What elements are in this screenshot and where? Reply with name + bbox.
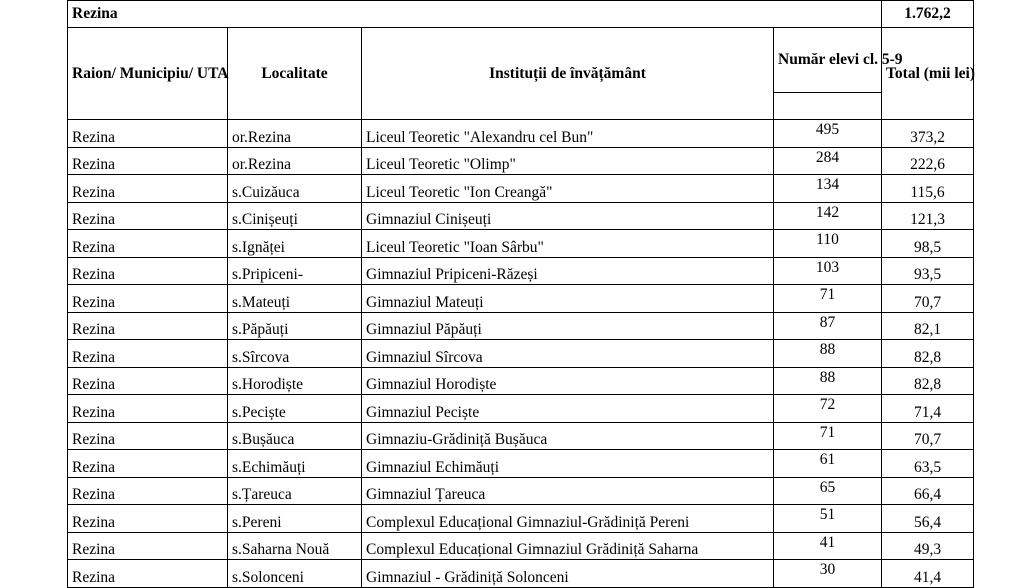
cell-elevi: 65 xyxy=(774,477,882,505)
cell-localitate: or.Rezina xyxy=(228,120,362,148)
cell-institutie: Gimnaziul Sîrcova xyxy=(362,340,774,368)
cell-raion: Rezina xyxy=(68,477,228,505)
cell-total: 373,2 xyxy=(882,120,974,148)
cell-raion: Rezina xyxy=(68,312,228,340)
cell-institutie: Gimnaziul Păpăuți xyxy=(362,312,774,340)
cell-elevi: 51 xyxy=(774,505,882,533)
table-row xyxy=(68,312,974,340)
table-row xyxy=(68,120,974,148)
cell-institutie: Gimnaziu-Grădiniță Bușăuca xyxy=(362,422,774,450)
cell-raion: Rezina xyxy=(68,422,228,450)
table-row xyxy=(68,477,974,505)
cell-localitate: s.Sîrcova xyxy=(228,340,362,368)
table-row xyxy=(68,505,974,533)
table-row xyxy=(68,367,974,395)
cell-elevi: 110 xyxy=(774,230,882,258)
cell-institutie: Gimnaziul Horodiște xyxy=(362,367,774,395)
cell-localitate: s.Bușăuca xyxy=(228,422,362,450)
cell-raion: Rezina xyxy=(68,395,228,423)
cell-total: 82,8 xyxy=(882,340,974,368)
table-row xyxy=(68,340,974,368)
cell-elevi: 142 xyxy=(774,202,882,230)
cell-institutie: Liceul Teoretic "Alexandru cel Bun" xyxy=(362,120,774,148)
cell-total: 56,4 xyxy=(882,505,974,533)
table-row xyxy=(68,422,974,450)
district-name: Rezina xyxy=(68,1,882,28)
cell-elevi: 88 xyxy=(774,340,882,368)
table-row xyxy=(68,532,974,560)
cell-elevi: 30 xyxy=(774,560,882,588)
cell-institutie: Gimnaziul Echimăuți xyxy=(362,450,774,478)
cell-total: 115,6 xyxy=(882,175,974,203)
cell-institutie: Liceul Teoretic "Ion Creangă" xyxy=(362,175,774,203)
cell-institutie: Gimnaziul Pripiceni-Răzeși xyxy=(362,257,774,285)
cell-elevi: 134 xyxy=(774,175,882,203)
cell-localitate: s.Horodiște xyxy=(228,367,362,395)
table-row xyxy=(68,285,974,313)
cell-institutie: Gimnaziul Cinișeuți xyxy=(362,202,774,230)
header-raion: Raion/ Municipiu/ UTA xyxy=(68,28,228,120)
cell-institutie: Gimnaziul - Grădiniță Solonceni xyxy=(362,560,774,588)
cell-total: 63,5 xyxy=(882,450,974,478)
table-row xyxy=(68,230,974,258)
cell-total: 82,1 xyxy=(882,312,974,340)
cell-localitate: s.Ignăței xyxy=(228,230,362,258)
cell-raion: Rezina xyxy=(68,120,228,148)
cell-localitate: or.Rezina xyxy=(228,147,362,175)
header-total: Total (mii lei) xyxy=(882,28,974,120)
cell-localitate: s.Echimăuți xyxy=(228,450,362,478)
cell-institutie: Complexul Educațional Gimnaziul-Grădiniță Pereni xyxy=(362,505,774,533)
cell-raion: Rezina xyxy=(68,340,228,368)
cell-raion: Rezina xyxy=(68,367,228,395)
cell-elevi: 61 xyxy=(774,450,882,478)
cell-localitate: s.Țareuca xyxy=(228,477,362,505)
cell-total: 71,4 xyxy=(882,395,974,423)
schools-table xyxy=(67,0,974,588)
cell-elevi: 284 xyxy=(774,147,882,175)
cell-elevi: 88 xyxy=(774,367,882,395)
table-row xyxy=(68,147,974,175)
cell-raion: Rezina xyxy=(68,505,228,533)
table-row xyxy=(68,395,974,423)
cell-localitate: s.Peciște xyxy=(228,395,362,423)
cell-elevi: 71 xyxy=(774,422,882,450)
table-row xyxy=(68,175,974,203)
cell-raion: Rezina xyxy=(68,532,228,560)
cell-localitate: s.Pereni xyxy=(228,505,362,533)
cell-elevi: 72 xyxy=(774,395,882,423)
cell-total: 121,3 xyxy=(882,202,974,230)
cell-raion: Rezina xyxy=(68,560,228,588)
cell-localitate: s.Păpăuți xyxy=(228,312,362,340)
cell-institutie: Liceul Teoretic "Olimp" xyxy=(362,147,774,175)
cell-total: 222,6 xyxy=(882,147,974,175)
cell-localitate: s.Solonceni xyxy=(228,560,362,588)
cell-localitate: s.Cinișeuți xyxy=(228,202,362,230)
cell-institutie: Gimnaziul Mateuți xyxy=(362,285,774,313)
cell-raion: Rezina xyxy=(68,147,228,175)
header-localitate: Localitate xyxy=(228,28,362,120)
cell-raion: Rezina xyxy=(68,257,228,285)
cell-total: 66,4 xyxy=(882,477,974,505)
table-body xyxy=(68,1,974,588)
table-row xyxy=(68,202,974,230)
cell-elevi: 87 xyxy=(774,312,882,340)
cell-total: 41,4 xyxy=(882,560,974,588)
cell-raion: Rezina xyxy=(68,175,228,203)
cell-raion: Rezina xyxy=(68,450,228,478)
cell-total: 70,7 xyxy=(882,422,974,450)
cell-raion: Rezina xyxy=(68,285,228,313)
cell-institutie: Gimnaziul Țareuca xyxy=(362,477,774,505)
cell-total: 70,7 xyxy=(882,285,974,313)
cell-institutie: Gimnaziul Peciște xyxy=(362,395,774,423)
cell-localitate: s.Cuizăuca xyxy=(228,175,362,203)
cell-institutie: Liceul Teoretic "Ioan Sârbu" xyxy=(362,230,774,258)
cell-total: 49,3 xyxy=(882,532,974,560)
district-total: 1.762,2 xyxy=(882,1,974,28)
cell-raion: Rezina xyxy=(68,230,228,258)
header-row xyxy=(68,28,974,93)
cell-localitate: s.Mateuți xyxy=(228,285,362,313)
cell-elevi: 41 xyxy=(774,532,882,560)
header-elevi: Număr elevi cl. 5-9 xyxy=(774,28,882,93)
cell-total: 93,5 xyxy=(882,257,974,285)
header-institutii: Instituții de învățământ xyxy=(362,28,774,120)
cell-localitate: s.Saharna Nouă xyxy=(228,532,362,560)
cell-elevi: 103 xyxy=(774,257,882,285)
district-title-row xyxy=(68,1,974,28)
cell-total: 98,5 xyxy=(882,230,974,258)
table-row xyxy=(68,450,974,478)
cell-elevi: 495 xyxy=(774,120,882,148)
cell-raion: Rezina xyxy=(68,202,228,230)
cell-localitate: s.Pripiceni- xyxy=(228,257,362,285)
table-row xyxy=(68,560,974,588)
header-elevi-blank xyxy=(774,93,882,120)
cell-total: 82,8 xyxy=(882,367,974,395)
cell-elevi: 71 xyxy=(774,285,882,313)
cell-institutie: Complexul Educațional Gimnaziul Grădiniță Saharna xyxy=(362,532,774,560)
table-row xyxy=(68,257,974,285)
